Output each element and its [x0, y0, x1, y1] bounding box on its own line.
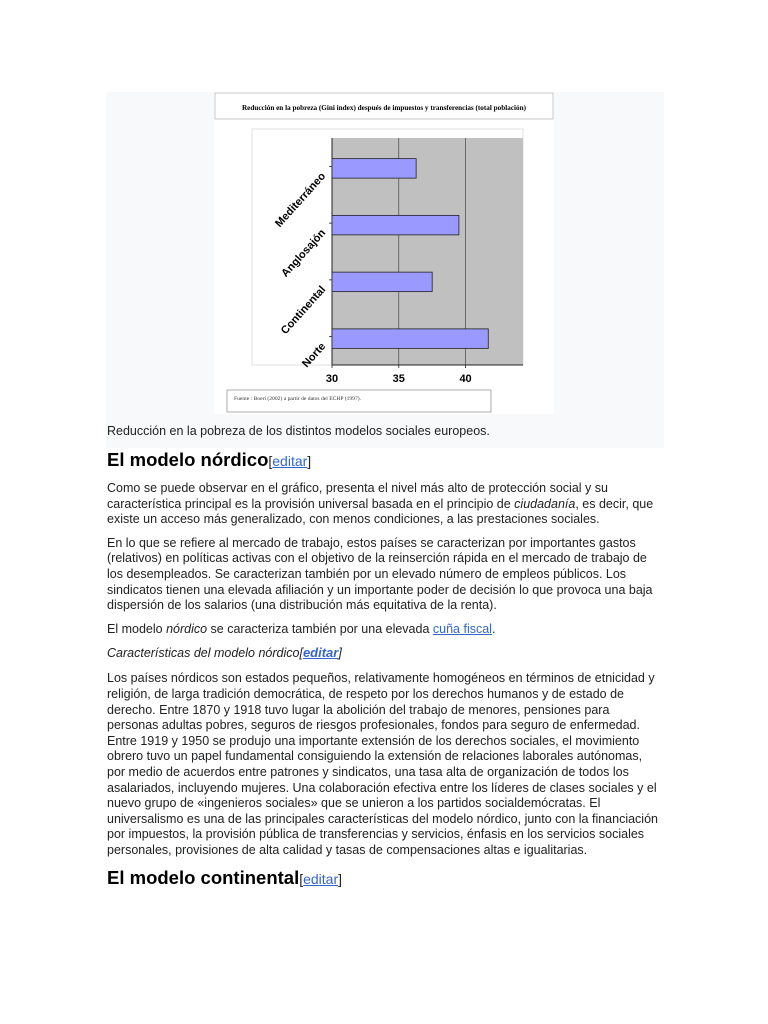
bar: [332, 159, 416, 179]
emphasis: nórdico: [166, 621, 208, 636]
edit-link[interactable]: editar: [303, 871, 339, 888]
paragraph: [107, 481, 659, 528]
text: se caracteriza también por una elevada: [207, 621, 433, 636]
section-title: El modelo continental: [107, 867, 300, 889]
text: , es decir, que existe un acceso más generalizado, con menos condiciones, a las prestaciones sociales.: [107, 496, 654, 527]
section-heading-nordic: [107, 448, 659, 473]
cuna-fiscal-link[interactable]: cuña fiscal: [432, 621, 492, 636]
text: Como se puede observar en el gráfico, presenta el nivel más alto de protección social y su característica principal es la provisión universal basada en el principio de: [107, 481, 608, 511]
chart-title: Reducción en la pobreza (Gini index) después de impuestos y transferencias (total población): [241, 104, 527, 112]
paragraph: Los países nórdicos son estados pequeños, relativamente homogéneos en términos de etnicidad y religión, de larga tradición democrática, de respeto por los derechos humanos y de estado de derecho. Entre 1870 y 1918 tuvo lugar la abolición del trabajo de menores, pensiones para personas adultas pobres, seguros de riesgos profesionales, fondos para seguro de enfermedad. Entre 1919 y 1950 se produjo una importante extensión de los derechos sociales, el movimiento obrero tuvo un papel fundamental consiguiendo la extensión de relaciones laborales autónomas, por medio de acuerdos entre patrones y sindicatos, una tasa alta de organización de todos los asalariados, incluyendo mujeres. Una colaboración efectiva entre los líderes de clases sociales y el nuevo grupo de «ingenieros sociales» que se unieron a los partidos socialdemócratas. El universalismo es una de las principales características del modelo nórdico, junto con la financiación por impuestos, la provisión pública de transferencias y servicios, énfasis en los servicios sociales personales, provisiones de alta calidad y tasas de compensaciones altas e igualitarias.: [107, 671, 658, 857]
category-label: Norte: [300, 340, 329, 370]
paragraph: En lo que se refiere al mercado de trabajo, estos países se caracterizan por importantes gastos (relativos) en políticas activas con el objetivo de la reinserción rápida en el mercado de trabajo de los desempleados. Se caracterizan también por un elevado número de empleos públicos. Los sindicatos tienen una elevada afiliación y un importante poder de decisión lo que provoca una baja dispersión de los salarios (una distribución más equitativa de la renta).: [107, 535, 653, 613]
edit-bracket-close: ]: [338, 646, 342, 661]
subsection-title: Características del modelo nórdico: [107, 646, 300, 661]
category-label: Continental: [278, 283, 329, 337]
edit-section: [299, 646, 341, 660]
x-tick-label: 35: [392, 373, 405, 385]
subsection-heading: [107, 645, 659, 661]
edit-bracket-open: [: [268, 453, 273, 469]
bar: [332, 272, 432, 292]
text: El modelo: [107, 621, 167, 636]
emphasis: ciudadanía: [514, 496, 576, 511]
edit-bracket-close: ]: [307, 453, 312, 469]
section-title: El modelo nórdico: [107, 449, 269, 470]
article-body: [107, 448, 659, 899]
edit-bracket-close: ]: [338, 871, 343, 888]
edit-bracket-open: [: [299, 646, 303, 661]
bar: [332, 215, 459, 235]
edit-link[interactable]: editar: [272, 453, 308, 469]
x-tick-label: 40: [459, 373, 472, 385]
edit-link[interactable]: editar: [302, 645, 339, 661]
bar-chart: [214, 92, 554, 414]
figure-caption: Reducción en la pobreza de los distintos modelos sociales europeos.: [107, 424, 490, 438]
section-heading-continental: [107, 866, 659, 891]
text: .: [491, 621, 496, 636]
x-tick-label: 30: [325, 373, 339, 385]
edit-bracket-open: [: [299, 871, 304, 888]
bar: [332, 329, 488, 349]
chart-source: Fuente : Boeri (2002) a partir de datos del ECHP (1997).: [234, 396, 362, 402]
category-label: Mediterráneo: [273, 170, 329, 230]
chart-image: [214, 92, 554, 414]
paragraph: [107, 622, 659, 638]
edit-section: [299, 871, 342, 887]
category-label: Anglosajón: [279, 227, 329, 280]
edit-section: [268, 453, 311, 469]
